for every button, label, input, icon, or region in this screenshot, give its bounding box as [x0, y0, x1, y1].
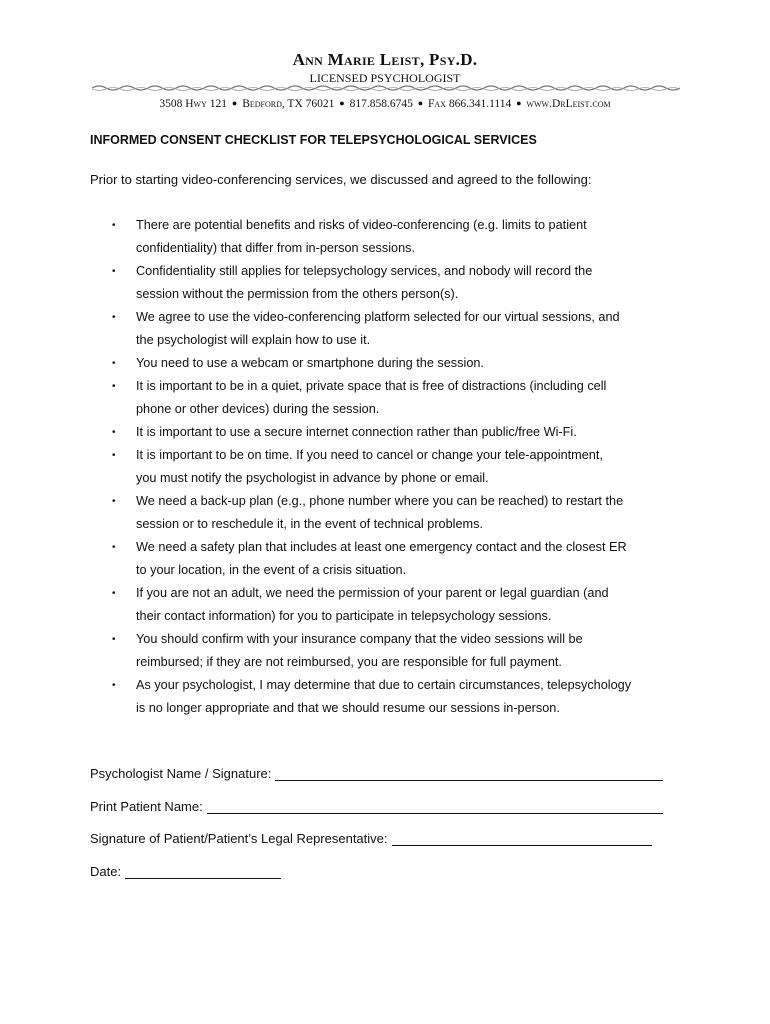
- bullet-icon: •: [112, 312, 116, 323]
- bullet-icon: •: [112, 542, 116, 553]
- bullet-icon: •: [112, 496, 116, 507]
- list-item: • We need a back-up plan (e.g., phone number where you can be reached) to restart the session or to reschedule it, in the event of technical problems.: [90, 490, 690, 536]
- separator-dot: ●: [516, 98, 522, 108]
- consent-checklist: [90, 214, 690, 720]
- list-item: • We need a safety plan that includes at least one emergency contact and the closest ER to your location, in the event of a crisis situation.: [90, 536, 690, 582]
- list-item: • It is important to be in a quiet, private space that is free of distractions (including cell phone or other devices) during the session.: [90, 375, 690, 421]
- list-item: • It is important to use a secure internet connection rather than public/free Wi-Fi.: [90, 421, 690, 444]
- list-item: • It is important to be on time. If you need to cancel or change your tele-appointment, you must notify the psychologist in advance by phone or email.: [90, 444, 690, 490]
- list-item: • Confidentiality still applies for telepsychology services, and nobody will record the session without the permission from the others person(s).: [90, 260, 690, 306]
- date-label: Date:: [90, 864, 122, 879]
- fax: Fax 866.341.1114: [428, 98, 512, 110]
- bullet-icon: •: [112, 427, 116, 438]
- bullet-icon: •: [112, 358, 116, 369]
- psychologist-signature-field: [90, 766, 663, 781]
- separator-dot: ●: [417, 98, 424, 108]
- psychologist-signature-line[interactable]: [275, 766, 663, 781]
- date-field: [90, 864, 281, 879]
- separator-dot: ●: [231, 98, 238, 108]
- document-title: INFORMED CONSENT CHECKLIST FOR TELEPSYCHOLOGICAL SERVICES: [90, 133, 537, 147]
- website-link[interactable]: www.DrLeist.com: [526, 98, 611, 110]
- date-line[interactable]: [125, 864, 281, 879]
- psychologist-signature-label: Psychologist Name / Signature:: [90, 766, 272, 781]
- contact-line: [0, 98, 770, 110]
- list-item: • As your psychologist, I may determine that due to certain circumstances, telepsychology is no longer appropriate and that we should resume our sessions in-person.: [90, 674, 690, 720]
- phone: 817.858.6745: [349, 98, 413, 110]
- license-subtitle: LICENSED PSYCHOLOGIST: [309, 71, 461, 85]
- list-item: • There are potential benefits and risks of video-conferencing (e.g. limits to patient confidentiality) that differ from in-person sessions.: [90, 214, 690, 260]
- letterhead: [0, 50, 770, 85]
- patient-name-line[interactable]: [207, 799, 663, 814]
- patient-signature-field: [90, 831, 652, 846]
- address: 3508 Hwy 121: [159, 98, 228, 110]
- bullet-icon: •: [112, 588, 116, 599]
- list-item: • We agree to use the video-conferencing platform selected for our virtual sessions, and the psychologist will explain how to use it.: [90, 306, 690, 352]
- psychologist-name: Ann Marie Leist, Psy.D.: [292, 50, 478, 69]
- list-item: • You should confirm with your insurance company that the video sessions will be reimbursed; if they are not reimbursed, you are responsible for full payment.: [90, 628, 690, 674]
- bullet-icon: •: [112, 220, 116, 231]
- bullet-icon: •: [112, 381, 116, 392]
- list-item: • If you are not an adult, we need the permission of your parent or legal guardian (and their contact information) for you to participate in telepsychology sessions.: [90, 582, 690, 628]
- list-item: • You need to use a webcam or smartphone during the session.: [90, 352, 690, 375]
- patient-signature-line[interactable]: [392, 831, 652, 846]
- patient-name-field: [90, 799, 663, 814]
- bullet-icon: •: [112, 680, 116, 691]
- intro-paragraph: Prior to starting video-conferencing services, we discussed and agreed to the following:: [90, 172, 592, 187]
- patient-signature-label: Signature of Patient/Patient’s Legal Representative:: [90, 831, 388, 846]
- decorative-divider: [92, 83, 680, 93]
- patient-name-label: Print Patient Name:: [90, 799, 203, 814]
- bullet-icon: •: [112, 450, 116, 461]
- separator-dot: ●: [339, 98, 345, 108]
- bullet-icon: •: [112, 634, 116, 645]
- bullet-icon: •: [112, 266, 116, 277]
- city: Bedford, TX 76021: [242, 98, 335, 110]
